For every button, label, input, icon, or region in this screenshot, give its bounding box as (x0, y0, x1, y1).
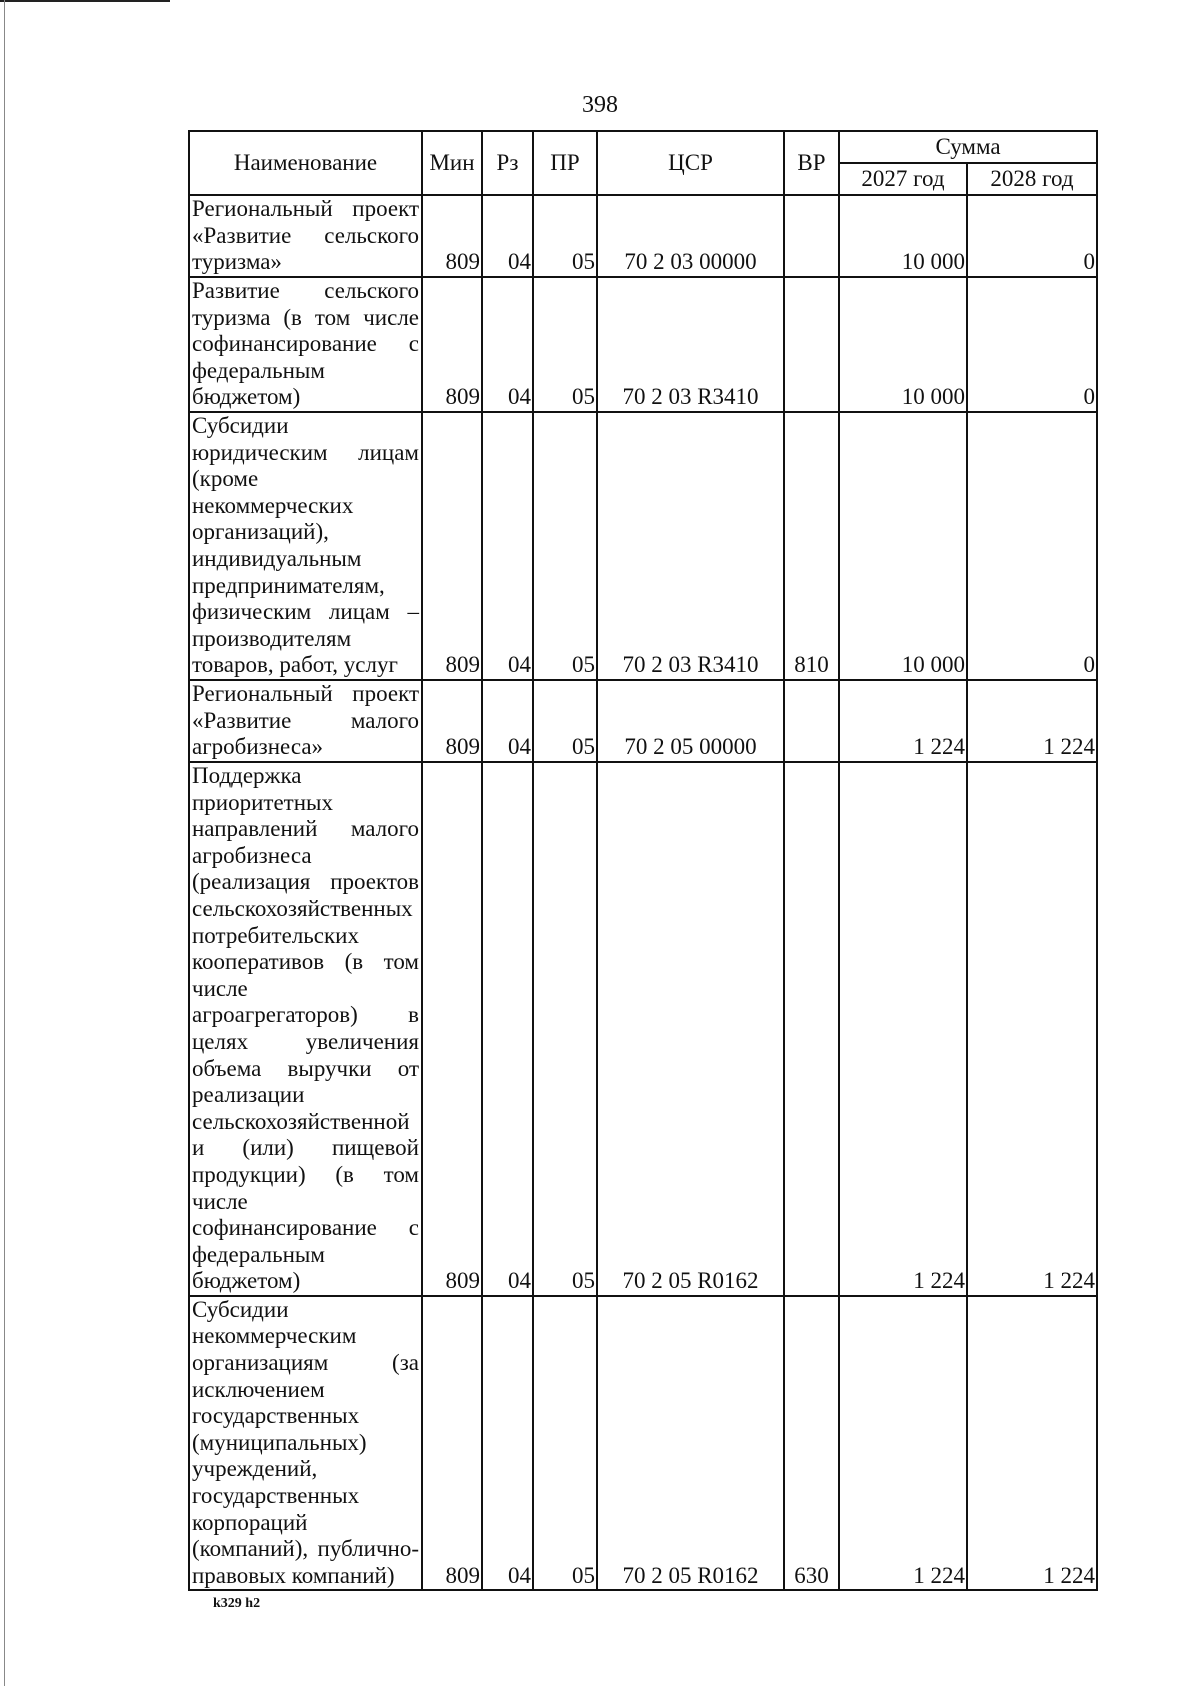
row-pr: 05 (533, 762, 597, 1296)
row-sum-2027: 10 000 (839, 277, 967, 412)
table-row (189, 762, 1097, 1296)
header-year-2027: 2027 год (839, 163, 967, 195)
table-row (189, 277, 1097, 412)
row-min: 809 (422, 195, 482, 277)
row-vr: 810 (784, 412, 839, 680)
row-rz: 04 (482, 762, 533, 1296)
row-min: 809 (422, 412, 482, 680)
row-csr: 70 2 05 R0162 (597, 762, 784, 1296)
row-sum-2028: 1 224 (967, 1296, 1097, 1591)
table-row (189, 195, 1097, 277)
row-csr: 70 2 03 R3410 (597, 412, 784, 680)
row-rz: 04 (482, 680, 533, 762)
scan-edge-left (4, 0, 5, 1686)
table-row (189, 680, 1097, 762)
row-pr: 05 (533, 412, 597, 680)
row-pr: 05 (533, 680, 597, 762)
row-sum-2027: 10 000 (839, 412, 967, 680)
header-min: Мин (422, 131, 482, 195)
header-csr: ЦСР (597, 131, 784, 195)
row-csr: 70 2 05 R0162 (597, 1296, 784, 1591)
row-min: 809 (422, 1296, 482, 1591)
header-pr: ПР (533, 131, 597, 195)
page-number: 398 (582, 92, 618, 118)
header-rz: Рз (482, 131, 533, 195)
row-name: Субсидии некоммерческим организациям (за исключением государственных (муниципальных) учреждений, государственных корпораций (компаний), публично-правовых компаний) (189, 1296, 422, 1591)
row-sum-2027: 1 224 (839, 1296, 967, 1591)
row-vr (784, 277, 839, 412)
row-name: Региональный проект «Развитие малого агробизнеса» (189, 680, 422, 762)
row-sum-2028: 0 (967, 277, 1097, 412)
footer-document-code: k329 h2 (213, 1596, 261, 1611)
table-row (189, 412, 1097, 680)
row-min: 809 (422, 762, 482, 1296)
row-sum-2027: 1 224 (839, 680, 967, 762)
row-name: Региональный проект «Развитие сельского туризма» (189, 195, 422, 277)
scan-edge-top (0, 0, 170, 2)
header-name: Наименование (189, 131, 422, 195)
row-sum-2027: 1 224 (839, 762, 967, 1296)
row-sum-2027: 10 000 (839, 195, 967, 277)
row-sum-2028: 0 (967, 412, 1097, 680)
row-pr: 05 (533, 1296, 597, 1591)
row-csr: 70 2 03 R3410 (597, 277, 784, 412)
row-csr: 70 2 05 00000 (597, 680, 784, 762)
row-name: Развитие сельского туризма (в том числе софинансирование с федеральным бюджетом) (189, 277, 422, 412)
row-sum-2028: 1 224 (967, 680, 1097, 762)
row-sum-2028: 0 (967, 195, 1097, 277)
row-rz: 04 (482, 412, 533, 680)
budget-table (188, 130, 1098, 1591)
header-vr: ВР (784, 131, 839, 195)
row-rz: 04 (482, 195, 533, 277)
row-sum-2028: 1 224 (967, 762, 1097, 1296)
row-vr (784, 195, 839, 277)
header-sum: Сумма (839, 131, 1097, 163)
row-rz: 04 (482, 277, 533, 412)
row-csr: 70 2 03 00000 (597, 195, 784, 277)
header-year-2028: 2028 год (967, 163, 1097, 195)
row-name: Субсидии юридическим лицам (кроме некоммерческих организаций), индивидуальным предпринимателям, физическим лицам – производителям товаров, работ, услуг (189, 412, 422, 680)
row-vr (784, 762, 839, 1296)
row-vr (784, 680, 839, 762)
row-pr: 05 (533, 195, 597, 277)
row-name: Поддержка приоритетных направлений малого агробизнеса (реализация проектов сельскохозяйственных потребительских кооперативов (в том числе агроагрегаторов) в целях увеличения объема выручки от реализации сельскохозяйственной и (или) пищевой продукции) (в том числе софинансирование с федеральным бюджетом) (189, 762, 422, 1296)
row-pr: 05 (533, 277, 597, 412)
table-row (189, 1296, 1097, 1591)
row-min: 809 (422, 277, 482, 412)
row-min: 809 (422, 680, 482, 762)
row-rz: 04 (482, 1296, 533, 1591)
row-vr: 630 (784, 1296, 839, 1591)
